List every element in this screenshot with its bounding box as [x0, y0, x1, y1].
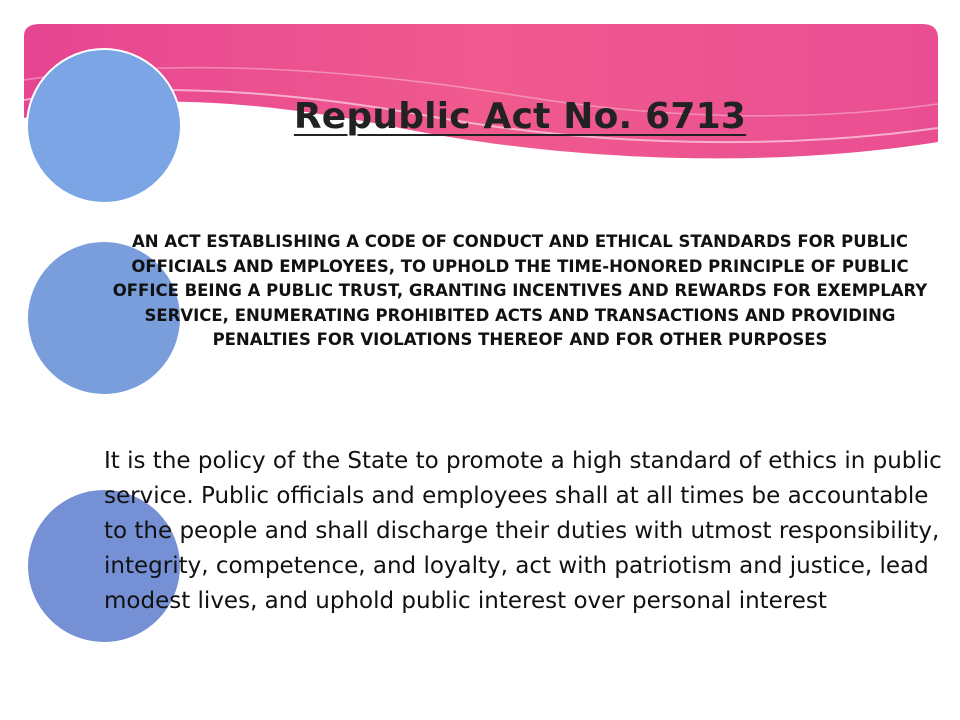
- slide-title: Republic Act No. 6713: [293, 96, 747, 137]
- policy-statement: It is the policy of the State to promote a high standard of ethics in public service. Public officials and employees shall at all times be accountable to the people and shall discharge their duties with utmost responsibility, integrity, competence, and loyalty, act with patriotism and justice, lead modest lives, and uphold public interest over personal interest: [104, 448, 942, 614]
- act-description: AN ACT ESTABLISHING A CODE OF CONDUCT AND ETHICAL STANDARDS FOR PUBLIC OFFICIALS AND EMPLOYEES, TO UPHOLD THE TIME-HONORED PRINCIPLE OF PUBLIC OFFICE BEING A PUBLIC TRUST, GRANTING INCENTIVES AND REWARDS FOR EXEMPLARY SERVICE, ENUMERATING PROHIBITED ACTS AND TRANSACTIONS AND PROVIDING PENALTIES FOR VIOLATIONS THEREOF AND FOR OTHER PURPOSES: [112, 232, 928, 349]
